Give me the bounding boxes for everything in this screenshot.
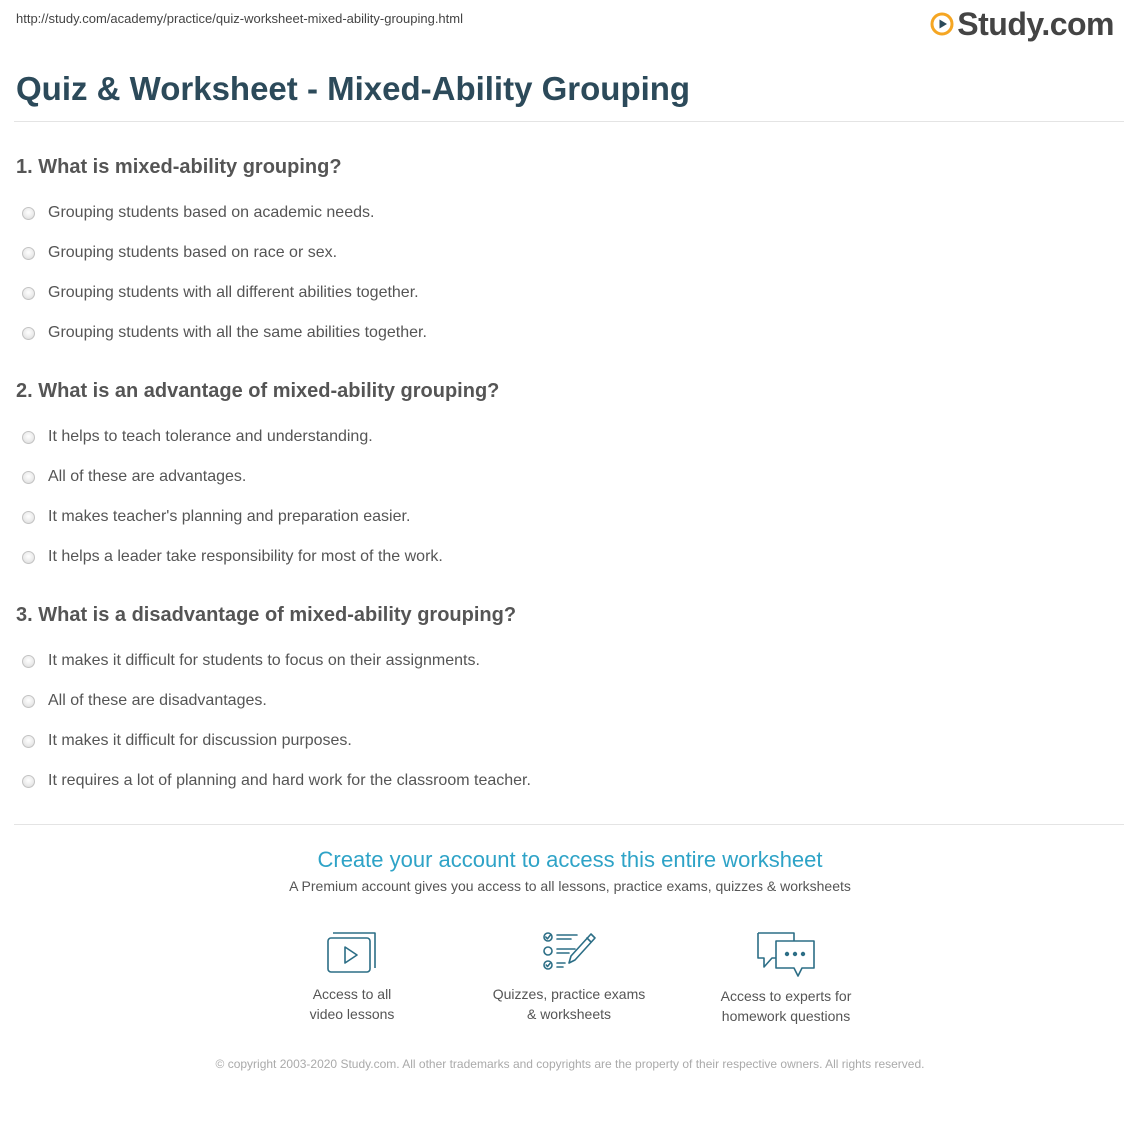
answer-label: Grouping students based on academic needs.	[48, 204, 375, 221]
logo-text: Study.com	[957, 5, 1114, 42]
answer-option[interactable]	[16, 193, 1124, 233]
answer-label: All of these are disadvantages.	[48, 692, 267, 709]
answer-option[interactable]	[16, 641, 1124, 681]
radio-icon[interactable]	[22, 207, 35, 220]
question-text: 2. What is an advantage of mixed-ability grouping?	[16, 380, 500, 402]
page-url: http://study.com/academy/practice/quiz-worksheet-mixed-ability-grouping.html	[16, 11, 463, 26]
feature-label: Access to all video lessons	[309, 986, 395, 1022]
radio-icon[interactable]	[22, 247, 35, 260]
radio-icon[interactable]	[22, 551, 35, 564]
feature-label: Access to experts for homework questions	[720, 988, 852, 1024]
video-lessons-icon	[326, 930, 378, 976]
radio-icon[interactable]	[22, 511, 35, 524]
feature-video-lessons	[252, 930, 452, 1024]
question-2	[16, 377, 1124, 577]
answer-option[interactable]	[16, 721, 1124, 761]
cta-divider	[14, 824, 1124, 825]
answer-options	[16, 417, 1124, 577]
play-circle-icon	[930, 12, 954, 36]
answer-option[interactable]	[16, 681, 1124, 721]
question-text: 3. What is a disadvantage of mixed-ability grouping?	[16, 604, 517, 626]
chat-bubbles-icon	[754, 930, 818, 978]
question-text: 1. What is mixed-ability grouping?	[16, 156, 342, 178]
feature-label: Quizzes, practice exams & worksheets	[492, 986, 646, 1022]
radio-icon[interactable]	[22, 655, 35, 668]
answer-label: All of these are advantages.	[48, 468, 247, 485]
answer-option[interactable]	[16, 313, 1124, 353]
answer-option[interactable]	[16, 537, 1124, 577]
question-3	[16, 601, 1124, 801]
answer-label: It makes it difficult for students to focus on their assignments.	[48, 652, 480, 669]
answer-options	[16, 193, 1124, 353]
answer-option[interactable]	[16, 273, 1124, 313]
answer-option[interactable]	[16, 233, 1124, 273]
radio-icon[interactable]	[22, 431, 35, 444]
quiz-checklist-icon	[541, 930, 597, 976]
answer-option[interactable]	[16, 497, 1124, 537]
feature-experts	[686, 930, 886, 1026]
radio-icon[interactable]	[22, 471, 35, 484]
answer-label: It makes it difficult for discussion purposes.	[48, 732, 352, 749]
answer-label: Grouping students with all the same abilities together.	[48, 324, 427, 341]
question-1	[16, 153, 1124, 353]
radio-icon[interactable]	[22, 287, 35, 300]
feature-quizzes	[469, 930, 669, 1024]
answer-label: It makes teacher's planning and preparation easier.	[48, 508, 411, 525]
study-logo[interactable]	[930, 6, 1114, 42]
radio-icon[interactable]	[22, 695, 35, 708]
create-account-link[interactable]: Create your account to access this entire worksheet	[317, 847, 823, 872]
radio-icon[interactable]	[22, 775, 35, 788]
answer-option[interactable]	[16, 417, 1124, 457]
answer-label: It requires a lot of planning and hard work for the classroom teacher.	[48, 772, 531, 789]
answer-option[interactable]	[16, 761, 1124, 801]
radio-icon[interactable]	[22, 327, 35, 340]
answer-label: Grouping students with all different abilities together.	[48, 284, 419, 301]
answer-option[interactable]	[16, 457, 1124, 497]
answer-label: Grouping students based on race or sex.	[48, 244, 338, 261]
answer-options	[16, 641, 1124, 801]
answer-label: It helps to teach tolerance and understanding.	[48, 428, 373, 445]
radio-icon[interactable]	[22, 735, 35, 748]
premium-description: A Premium account gives you access to all lessons, practice exams, quizzes & worksheets	[289, 878, 851, 894]
title-divider	[14, 121, 1124, 122]
answer-label: It helps a leader take responsibility for most of the work.	[48, 548, 443, 565]
page-title: Quiz & Worksheet - Mixed-Ability Grouping	[16, 70, 691, 107]
copyright-notice: © copyright 2003-2020 Study.com. All other trademarks and copyrights are the property of their respective owners. All rights reserved.	[215, 1057, 925, 1071]
